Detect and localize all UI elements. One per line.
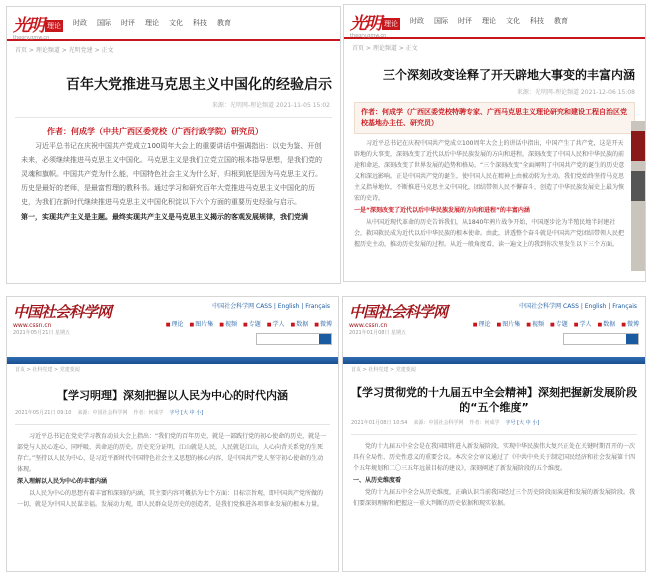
nav-item[interactable]: 时政 bbox=[73, 19, 87, 27]
channel-icons bbox=[473, 319, 639, 328]
header-links[interactable]: 中国社会科学网 CASS | English | Français bbox=[519, 303, 637, 310]
article-paragraph: 党的十九届五中全会从历史维度，正确认识当前我国经过三个历史阶段而演进和发展的新发展阶段。我们要深刻理解和把握这一重大判断的历史依据和现实依据。 bbox=[353, 489, 636, 507]
breadcrumb[interactable]: 首页 > 理论频道 > 正文 bbox=[352, 45, 418, 52]
article-paragraph: 以人民为中心的思想有着丰富和深刻的内涵，其主要内容可概括为七个方面：目标宗旨观，即中国共产党所做的一切，就是为中国人民谋幸福。发展动力观，即人民群众是历史的创造者，是我们党推进各项事业发展的根本力量。 bbox=[17, 490, 324, 508]
channel-icons bbox=[166, 319, 332, 328]
side-image bbox=[631, 121, 645, 271]
channel-link[interactable]: ■ 数据 bbox=[598, 319, 616, 328]
site-header bbox=[343, 297, 645, 357]
nav-item[interactable]: 科技 bbox=[193, 19, 207, 27]
nav-item[interactable]: 理论 bbox=[145, 19, 159, 27]
nav-item[interactable]: 时政 bbox=[410, 17, 424, 25]
article-subhead: 一、从历史维度看 bbox=[353, 477, 402, 484]
channel-nav bbox=[73, 18, 231, 28]
screenshot-gmw-article-1 bbox=[6, 6, 341, 284]
channel-link[interactable]: ■ 微博 bbox=[621, 319, 639, 328]
channel-link[interactable]: ■ 图片集 bbox=[497, 319, 521, 328]
channel-link[interactable]: ■ 学人 bbox=[574, 319, 592, 328]
nav-item[interactable]: 时评 bbox=[121, 19, 135, 27]
screenshot-cssn-article-1 bbox=[6, 296, 339, 572]
article-subhead: 一是“深刻改变了近代以后中华民族发展的方向和进程”的丰富内涵 bbox=[354, 207, 530, 214]
article-meta: 来源：光明网-理论频道 2021-12-06 15:08 bbox=[516, 89, 635, 96]
search-button[interactable] bbox=[626, 334, 638, 344]
screenshot-cssn-article-2 bbox=[342, 296, 646, 572]
font-size-control[interactable]: 字号 [大 中 小] bbox=[169, 410, 204, 416]
channel-link[interactable]: ■ 数据 bbox=[291, 319, 309, 328]
channel-link[interactable]: ■ 视频 bbox=[526, 319, 544, 328]
header-links[interactable]: 中国社会科学网 CASS | English | Français bbox=[212, 303, 330, 310]
logo-subtitle: theory.gmw.cn bbox=[350, 33, 387, 39]
article-paragraph: 习近平总书记在党史学习教育动员大会上指出：“我们党的百年历史，就是一部践行党的初心使命的历史，就是一部党与人民心连心、同呼吸、共命运的历史。历史充分证明，江山就是人民，人民就是江山，人心向背关系党的生死存亡。”坚持以人民为中心，是习近平新时代中国特色社会主义思想的核心内容，是中国共产党人坚守初心使命的生动体现。 bbox=[17, 433, 327, 473]
channel-link[interactable]: ■ 视频 bbox=[219, 319, 237, 328]
divider bbox=[351, 434, 637, 435]
search-input[interactable] bbox=[563, 333, 639, 345]
font-size-control[interactable]: 字号 [大 中 小] bbox=[505, 420, 540, 426]
nav-item[interactable]: 国际 bbox=[97, 19, 111, 27]
screenshot-gmw-article-2 bbox=[343, 4, 646, 282]
channel-link[interactable]: ■ 图片集 bbox=[190, 319, 214, 328]
nav-bar bbox=[7, 357, 338, 364]
article-title: 三个深刻改变诠释了开天辟地大事变的丰富内涵 bbox=[382, 68, 635, 82]
site-header bbox=[7, 297, 338, 357]
nav-item[interactable]: 国际 bbox=[434, 17, 448, 25]
channel-link[interactable]: ■ 微博 bbox=[314, 319, 332, 328]
channel-link[interactable]: ■ 理论 bbox=[473, 319, 491, 328]
nav-item[interactable]: 科技 bbox=[530, 17, 544, 25]
channel-link[interactable]: ■ 专题 bbox=[243, 319, 261, 328]
nav-item[interactable]: 教育 bbox=[217, 19, 231, 27]
site-url: www.cssn.cn bbox=[13, 322, 52, 329]
nav-item[interactable]: 文化 bbox=[506, 17, 520, 25]
breadcrumb[interactable]: 首页 > 社科党建 > 党建要闻 bbox=[15, 367, 80, 373]
site-url: www.cssn.cn bbox=[349, 322, 388, 329]
channel-link[interactable]: ■ 专题 bbox=[550, 319, 568, 328]
article-author: 作者：何成学（广西区委党校特聘专家、广西马克思主义理论研究和建设工程自治区党校基地办主任、研究员） bbox=[354, 102, 635, 134]
search-input[interactable] bbox=[256, 333, 332, 345]
article-meta: 2021年05月21日 09:10 来源：中国社会科学网 作者：何成学 字号 [大 中 小] bbox=[15, 410, 204, 416]
article-title: 【学习明理】深刻把握以人民为中心的时代内涵 bbox=[57, 389, 288, 402]
article-meta: 2021年01月08日 10:54 来源：中国社会科学网 作者：何成学 字号 [大 中 小] bbox=[351, 420, 540, 426]
article-paragraph: 习近平总书记在庆祝中国共产党成立100周年大会上的讲话中指出，中国产生了共产党，这是开天辟地的大事变，深刻改变了近代以后中华民族发展的方向和进程，深刻改变了中国人民和中华民族的前途和命运，深刻改变了世界发展的趋势和格局。“三个深刻改变”全面阐明了中国共产党的诞生的历史意义和深远影响。正是中国共产党的诞生，使中国人民在精神上由被动转为主动。我们党始终坚持马克思主义指导地位，不断推进马克思主义中国化，团结带领人民不懈奋斗，创造了中华民族发展史上最为恢宏的史诗。 bbox=[354, 140, 625, 202]
site-logo[interactable]: 中国社会科学网 bbox=[13, 303, 112, 321]
channel-link[interactable]: ■ 学人 bbox=[267, 319, 285, 328]
nav-bar bbox=[343, 357, 645, 364]
logo-subtitle: theory.gmw.cn bbox=[13, 35, 50, 41]
nav-item[interactable]: 文化 bbox=[169, 19, 183, 27]
article-meta: 来源：光明网-理论频道 2021-11-05 15:02 bbox=[211, 102, 330, 109]
site-logo[interactable]: 中国社会科学网 bbox=[349, 303, 448, 321]
breadcrumb[interactable]: 首页 > 理论频道 > 光明党建 > 正文 bbox=[15, 47, 114, 54]
header-date: 2021年05月21日 星期五 bbox=[13, 330, 71, 336]
site-logo[interactable]: 光明 理论 bbox=[13, 15, 61, 36]
article-subhead: 第一，实现共产主义是主题。最终实现共产主义是马克思主义揭示的客观发展规律，我们党满 bbox=[21, 213, 308, 221]
article-paragraph: 从中国近现代革命的历史告诉我们，从1840年鸦片战争开始，中国逐步沦为半殖民地半封建社会，救国救民成为近代以后中华民族的根本使命。由此，讲透整个奋斗就是中国共产党团结带领人民把握历史主动，推动历史发展的过程。从近一般角度看，读一遍文上的我到你次里发生以下三个方面。 bbox=[354, 219, 625, 248]
nav-item[interactable]: 教育 bbox=[554, 17, 568, 25]
article-author: 作者：何成学（中共广西区委党校（广西行政学院）研究员） bbox=[47, 127, 263, 136]
article-paragraph: 习近平总书记在庆祝中国共产党成立100周年大会上的重要讲话中强调指出：以史为鉴、开创未来，必须继续推进马克思主义中国化。马克思主义是我们立党立国的根本指导思想，是我们党的灵魂和旗帜。中国共产党为什么能，中国特色社会主义为什么好，归根到底是因为马克思主义行。历史是最好的老师，是最富哲理的教科书。通过学习和研究百年大党推进马克思主义中国化的历史，为我们在新时代继续推进马克思主义中国化积淀以下六个方面的重要历史经验与启示。 bbox=[21, 142, 322, 206]
channel-link[interactable]: ■ 理论 bbox=[166, 319, 184, 328]
breadcrumb[interactable]: 首页 > 社科党建 > 党建要闻 bbox=[351, 367, 416, 373]
search-button[interactable] bbox=[319, 334, 331, 344]
article-paragraph: 党的十九届五中全会是在我国即将进入新发展阶段，实现中华民族伟大复兴正处在关键时期召开的一次具有全局性、历史性意义的重要会议。本次全会审议通过了《中共中央关于制定国民经济和社会发展第十四个五年规划和二〇三五年远景目标的建议》，深刻阐述了新发展阶段的五个维度。 bbox=[353, 443, 636, 472]
divider bbox=[15, 117, 332, 118]
article-title: 百年大党推进马克思主义中国化的经验启示 bbox=[66, 77, 332, 93]
nav-item[interactable]: 理论 bbox=[482, 17, 496, 25]
article-subhead: 深入理解以人民为中心的丰富内涵 bbox=[17, 478, 108, 485]
header-date: 2021年01月08日 星期五 bbox=[349, 330, 407, 336]
article-title: 【学习贯彻党的十九届五中全会精神】深刻把握新发展阶段的“五个维度” bbox=[351, 386, 637, 414]
site-logo[interactable]: 光明 理论 bbox=[350, 13, 398, 34]
channel-nav bbox=[410, 16, 568, 26]
divider bbox=[15, 424, 330, 425]
nav-item[interactable]: 时评 bbox=[458, 17, 472, 25]
